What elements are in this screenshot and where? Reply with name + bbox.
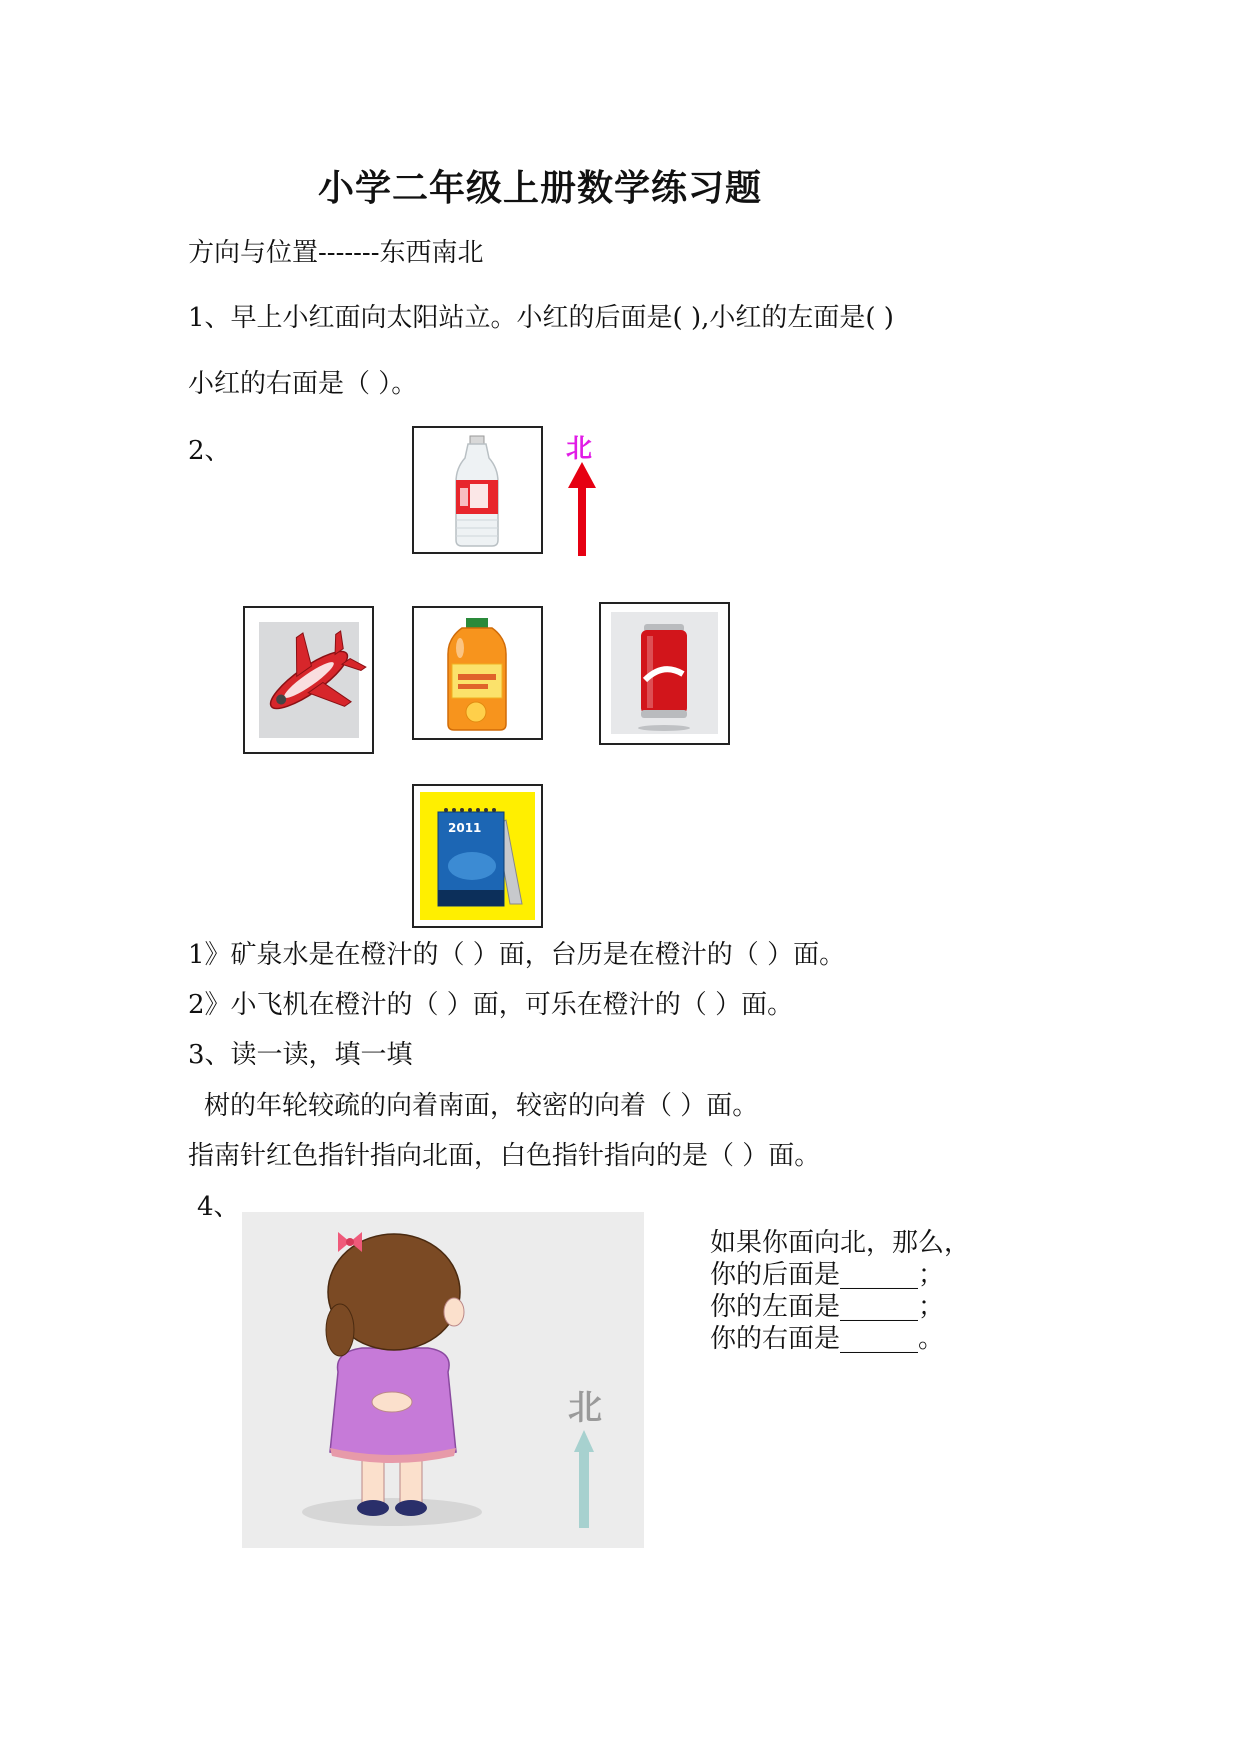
question-4-line-3: 你的左面是______； [710,1292,945,1322]
calendar-year-text: 2011 [448,821,482,835]
question-1-line-2: 小红的右面是（ ）。 [188,369,418,399]
question-4-line-4: 你的右面是______。 [710,1324,945,1354]
cola-can-image [599,602,730,745]
toy-airplane-image [243,606,374,754]
question-2-number: 2、 [188,436,231,466]
section-subtitle: 方向与位置-------东西南北 [188,238,484,268]
question-4-number: 4、 [197,1192,240,1222]
question-3-heading: 3、读一读，填一填 [188,1040,413,1070]
orange-juice-image [412,606,543,740]
question-4-line-1: 如果你面向北，那么， [710,1228,971,1258]
question-2-sub-2: 2》小飞机在橙汁的（ ）面，可乐在橙汁的（ ）面。 [188,990,794,1020]
desk-calendar-image [412,784,543,928]
question-3-line-2: 指南针红色指针指向北面，白色指针指向的是（ ）面。 [188,1141,821,1171]
north-arrow-icon [567,462,597,556]
question-4-line-2: 你的后面是______； [710,1260,945,1290]
girl-facing-north-image [242,1212,644,1548]
water-bottle-image [412,426,543,554]
question-1-line-1: 1、早上小红面向太阳站立。小红的后面是( ),小红的左面是( ) [188,303,894,333]
girl-image-north-label: 北 [568,1388,602,1428]
question-2-sub-1: 1》矿泉水是在橙汁的（ ）面，台历是在橙汁的（ ）面。 [188,940,846,970]
question-3-line-1: 树的年轮较疏的向着南面，较密的向着（ ）面。 [204,1091,759,1121]
north-label: 北 [566,434,593,464]
page-title: 小学二年级上册数学练习题 [318,167,763,209]
